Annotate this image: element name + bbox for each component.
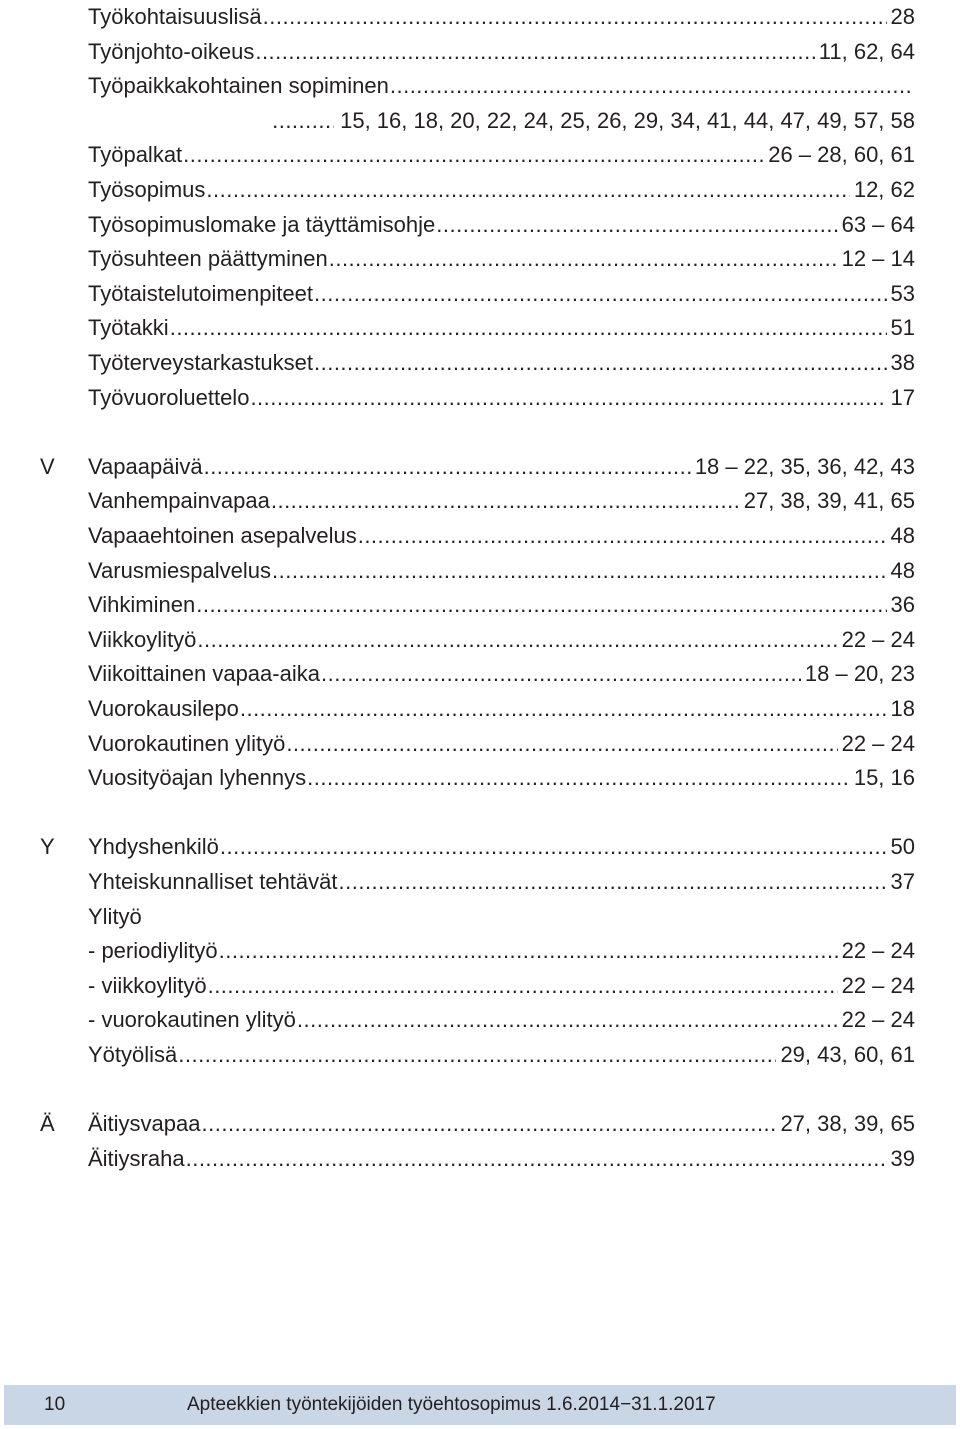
- dot-leader: [314, 346, 887, 380]
- entry-pages: 39: [890, 1145, 915, 1171]
- dot-leader: [208, 969, 838, 1003]
- dot-leader: [183, 138, 764, 172]
- entry-pages: 18: [890, 696, 915, 721]
- index-entry: [88, 69, 915, 103]
- index-entry: [88, 346, 915, 380]
- entry-pages: 50: [890, 834, 915, 860]
- entry-pages: 53: [890, 280, 915, 306]
- entry-pages: 29, 43, 60, 61: [780, 1042, 915, 1067]
- dot-leader: [220, 830, 887, 864]
- entry-pages: 15, 16, 18, 20, 22, 24, 25, 26, 29, 34, 41, 44, 47, 49, 57, 58: [340, 107, 915, 133]
- index-entry: [88, 519, 915, 553]
- index-letter-heading: V: [40, 453, 55, 479]
- dot-leader: [271, 484, 740, 518]
- dot-leader: [170, 311, 887, 345]
- entry-pages: 28: [890, 4, 915, 29]
- entry-pages: 22 – 24: [841, 938, 915, 964]
- dot-leader: [314, 277, 886, 311]
- entry-term: Työtaistelutoimenpiteet: [88, 280, 314, 306]
- index-entry: [88, 311, 915, 345]
- index-entry: [88, 727, 915, 761]
- dot-leader: [186, 1142, 887, 1176]
- entry-term: Yötyölisä: [88, 1042, 178, 1067]
- entry-term: - periodiylityö: [88, 938, 218, 964]
- entry-pages: 18 – 22, 35, 36, 42, 43: [694, 453, 915, 479]
- entry-term: Varusmiespalvelus: [88, 557, 272, 583]
- entry-term: Työkohtaisuuslisä: [88, 4, 262, 29]
- dot-leader: [321, 657, 801, 691]
- entry-term: Vuorokausilepo: [88, 696, 239, 721]
- index-letter-heading: Ä: [40, 1111, 55, 1137]
- entry-term: Vuorokautinen ylityö: [88, 730, 286, 756]
- index-entry: [88, 657, 915, 691]
- entry-pages: 11, 62, 64: [818, 38, 915, 64]
- dot-leader: [307, 761, 850, 795]
- entry-pages: 17: [890, 384, 915, 410]
- entry-pages: 38: [890, 350, 915, 375]
- entry-pages: 27, 38, 39, 65: [780, 1111, 915, 1137]
- entry-pages: 63 – 64: [841, 211, 915, 237]
- entry-term: Äitiysvapaa: [88, 1111, 201, 1137]
- dot-leader: [286, 727, 837, 761]
- entry-pages: 26 – 28, 60, 61: [768, 142, 915, 168]
- index-entry: [88, 484, 915, 518]
- dot-leader: [272, 554, 887, 588]
- index-entry: [88, 1003, 915, 1037]
- index-entry: [88, 934, 915, 968]
- page-number: 10: [44, 1394, 66, 1415]
- entry-pages: 12, 62: [853, 177, 915, 202]
- entry-term: Työtakki: [88, 315, 169, 341]
- entry-term: Yhdyshenkilö: [88, 834, 219, 860]
- index-entry: [88, 35, 915, 69]
- index-entry: [88, 104, 915, 138]
- entry-term: Työpaikkakohtainen sopiminen: [88, 73, 389, 99]
- entry-term: - vuorokautinen ylityö: [88, 1007, 296, 1033]
- dot-leader: [272, 104, 334, 138]
- index-entry: [88, 554, 915, 588]
- index-entry: [88, 969, 915, 1003]
- entry-term: Työsopimuslomake ja täyttämisohje: [88, 211, 436, 237]
- entry-term: Vapaaehtoinen asepalvelus: [88, 523, 357, 548]
- entry-term: Työsuhteen päättyminen: [88, 246, 328, 272]
- entry-term: - viikkoylityö: [88, 972, 207, 998]
- entry-pages: 36: [890, 592, 915, 618]
- index-entry: [88, 208, 915, 242]
- index-entry: [88, 1038, 915, 1072]
- entry-pages: 22 – 24: [841, 972, 915, 998]
- entry-pages: 48: [890, 523, 915, 548]
- index-entry-heading: Ylityö: [88, 903, 142, 929]
- entry-term: Vuosityöajan lyhennys: [88, 765, 307, 791]
- index-entry: [88, 588, 915, 622]
- entry-pages: 22 – 24: [841, 626, 915, 652]
- entry-term: Työsopimus: [88, 177, 206, 202]
- entry-pages: 37: [890, 869, 915, 894]
- entry-pages: 12 – 14: [841, 246, 915, 272]
- entry-term: Työnjohto-oikeus: [88, 38, 255, 64]
- entry-term: Vapaapäivä: [88, 453, 203, 479]
- entry-term: Vanhempainvapaa: [88, 488, 270, 514]
- dot-leader: [329, 242, 838, 276]
- index-entry: [88, 277, 915, 311]
- entry-pages: 18 – 20, 23: [804, 661, 915, 687]
- index-entry: [88, 692, 915, 726]
- dot-leader: [297, 1003, 838, 1037]
- dot-leader: [197, 623, 837, 657]
- entry-pages: 15, 16: [853, 765, 915, 791]
- dot-leader: [196, 588, 886, 622]
- entry-term: Työterveystarkastukset: [88, 350, 313, 375]
- index-entry: [88, 450, 915, 484]
- dot-leader: [204, 450, 691, 484]
- index-entry: [88, 173, 915, 207]
- entry-pages: 51: [890, 315, 915, 341]
- dot-leader: [390, 69, 914, 103]
- dot-leader: [358, 519, 887, 553]
- index-entry: [88, 830, 915, 864]
- index-entry: [88, 1142, 915, 1176]
- entry-pages: 48: [890, 557, 915, 583]
- index-entry: [88, 865, 915, 899]
- dot-leader: [202, 1107, 777, 1141]
- dot-leader: [206, 173, 849, 207]
- dot-leader: [240, 692, 887, 726]
- index-entry: [88, 242, 915, 276]
- dot-leader: [436, 208, 837, 242]
- entry-term: Työpalkat: [88, 142, 183, 168]
- dot-leader: [263, 0, 887, 34]
- entry-term: Viikoittainen vapaa-aika: [88, 661, 320, 687]
- index-entry: [88, 761, 915, 795]
- entry-term: Yhteiskunnalliset tehtävät: [88, 869, 338, 894]
- index-entry: [88, 381, 915, 415]
- dot-leader: [178, 1038, 776, 1072]
- index-entry: [88, 0, 915, 34]
- entry-term: Viikkoylityö: [88, 626, 197, 652]
- index-entry: [88, 138, 915, 172]
- entry-pages: 27, 38, 39, 41, 65: [743, 488, 915, 514]
- dot-leader: [255, 35, 814, 69]
- dot-leader: [219, 934, 838, 968]
- dot-leader: [339, 865, 887, 899]
- entry-term: Äitiysraha: [88, 1145, 185, 1171]
- entry-term: Työvuoroluettelo: [88, 384, 250, 410]
- entry-pages: 22 – 24: [841, 730, 915, 756]
- page-footer: [4, 1385, 956, 1425]
- index-letter-heading: Y: [40, 834, 55, 860]
- entry-pages: 22 – 24: [841, 1007, 915, 1033]
- index-entry: [88, 1107, 915, 1141]
- entry-term: Vihkiminen: [88, 592, 196, 618]
- document-title: Apteekkien työntekijöiden työehtosopimus 1.6.2014−31.1.2017: [187, 1394, 716, 1415]
- index-entry: [88, 623, 915, 657]
- dot-leader: [250, 381, 886, 415]
